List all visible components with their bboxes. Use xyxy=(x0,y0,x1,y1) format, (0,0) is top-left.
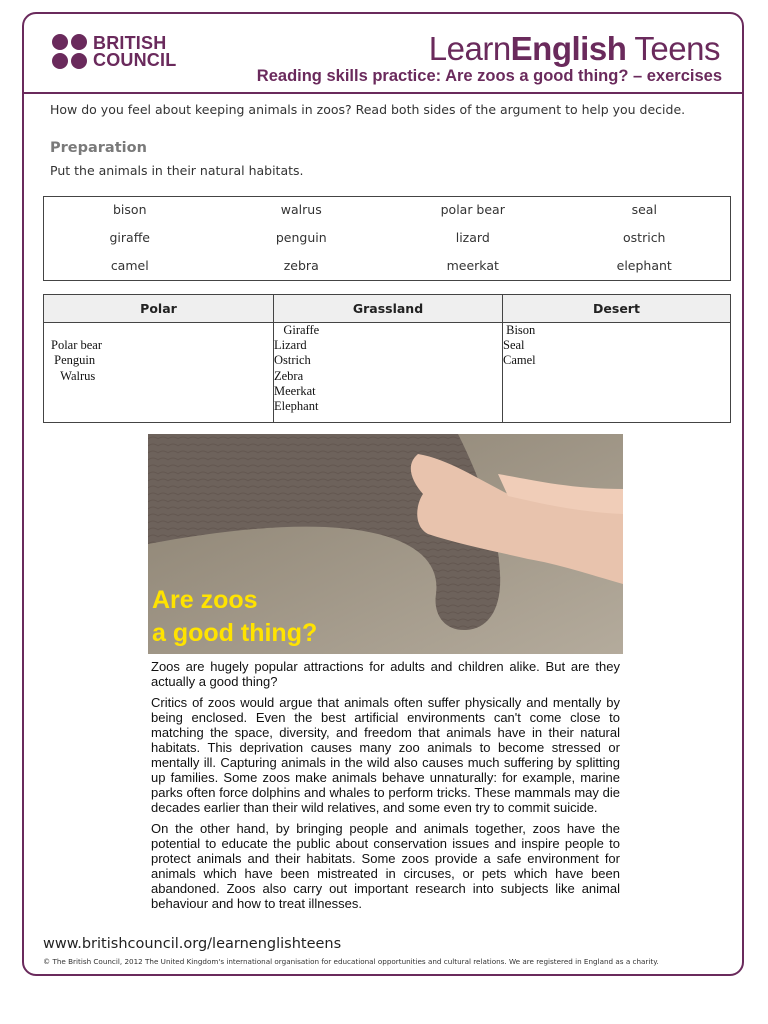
header-divider xyxy=(22,92,744,94)
brand-learn: Learn xyxy=(428,30,511,67)
word-item: seal xyxy=(631,202,657,217)
word-item: elephant xyxy=(616,258,672,273)
word-item: meerkat xyxy=(446,258,499,273)
footer-url: www.britishcouncil.org/learnenglishteens xyxy=(43,936,342,952)
word-item: camel xyxy=(110,258,149,273)
article-paragraph: On the other hand, by bringing people and animals together, zoos have the potential to educate the public about conservation issues and inspire people to protect animals and their habitats. Some zoos provide a safe environment for animals which have been mistreated in circuses, or pets which have been abandoned. Zoos also carry out important research into subjects like animal behaviour and how to treat illnesses. xyxy=(151,821,620,911)
word-item: polar bear xyxy=(440,202,505,217)
article-body xyxy=(151,659,620,917)
article-paragraph: Critics of zoos would argue that animals often suffer physically and mentally by being enclosed. Even the best artificial environments can't come close to matching the space, diversity, and freedom that animals have in their natural habitats. This deprivation causes many zoo animals to become stressed or mentally ill. Capturing animals in the wild also causes much suffering by splitting up families. Some zoos make animals behave unnaturally: for example, marine parks often force dolphins and whales to perform tricks. These mammals may die decades earlier than their wild relatives, and some even try to commit suicide. xyxy=(151,695,620,815)
logo-dots-icon xyxy=(52,34,87,69)
word-item: penguin xyxy=(275,230,327,245)
cell-grassland-answers[interactable]: Giraffe Lizard Ostrich Zebra Meerkat Elephant xyxy=(273,323,502,422)
preparation-instruction: Put the animals in their natural habitats. xyxy=(50,163,304,178)
cell-polar-answers[interactable]: Polar bear Penguin Walrus xyxy=(51,338,103,383)
word-item: walrus xyxy=(280,202,322,217)
article-title-line2: a good thing? xyxy=(152,619,318,647)
word-item: lizard xyxy=(455,230,490,245)
word-item: bison xyxy=(113,202,147,217)
article-paragraph: Zoos are hugely popular attractions for adults and children alike. But are they actually a good thing? xyxy=(151,659,620,689)
article-title xyxy=(152,584,317,650)
intro-text: How do you feel about keeping animals in zoos? Read both sides of the argument to help you decide. xyxy=(50,102,686,117)
footer-copyright: © The British Council, 2012 The United Kingdom's international organisation for educational opportunities and cultural relations. We are registered in England as a charity. xyxy=(43,957,659,966)
habitat-table xyxy=(43,294,731,423)
learnenglish-teens-brand xyxy=(429,30,720,68)
page-subtitle: Reading skills practice: Are zoos a good thing? – exercises xyxy=(256,67,722,85)
header-polar: Polar xyxy=(44,295,273,323)
word-item: ostrich xyxy=(623,230,666,245)
preparation-heading: Preparation xyxy=(50,140,147,156)
cell-desert-answers[interactable]: Bison Seal Camel xyxy=(502,323,730,422)
logo-line1: BRITISH xyxy=(93,32,167,53)
elephant-trunk-photo xyxy=(148,434,623,654)
brand-teens: Teens xyxy=(626,30,720,67)
word-bank xyxy=(43,196,731,281)
article-title-line1: Are zoos xyxy=(152,586,258,614)
brand-english: English xyxy=(510,30,627,67)
header-desert: Desert xyxy=(502,295,730,323)
header-grassland: Grassland xyxy=(273,295,502,323)
word-item: giraffe xyxy=(109,230,150,245)
word-item: zebra xyxy=(283,258,319,273)
logo-line2: COUNCIL xyxy=(93,49,177,70)
british-council-logo xyxy=(52,34,176,69)
